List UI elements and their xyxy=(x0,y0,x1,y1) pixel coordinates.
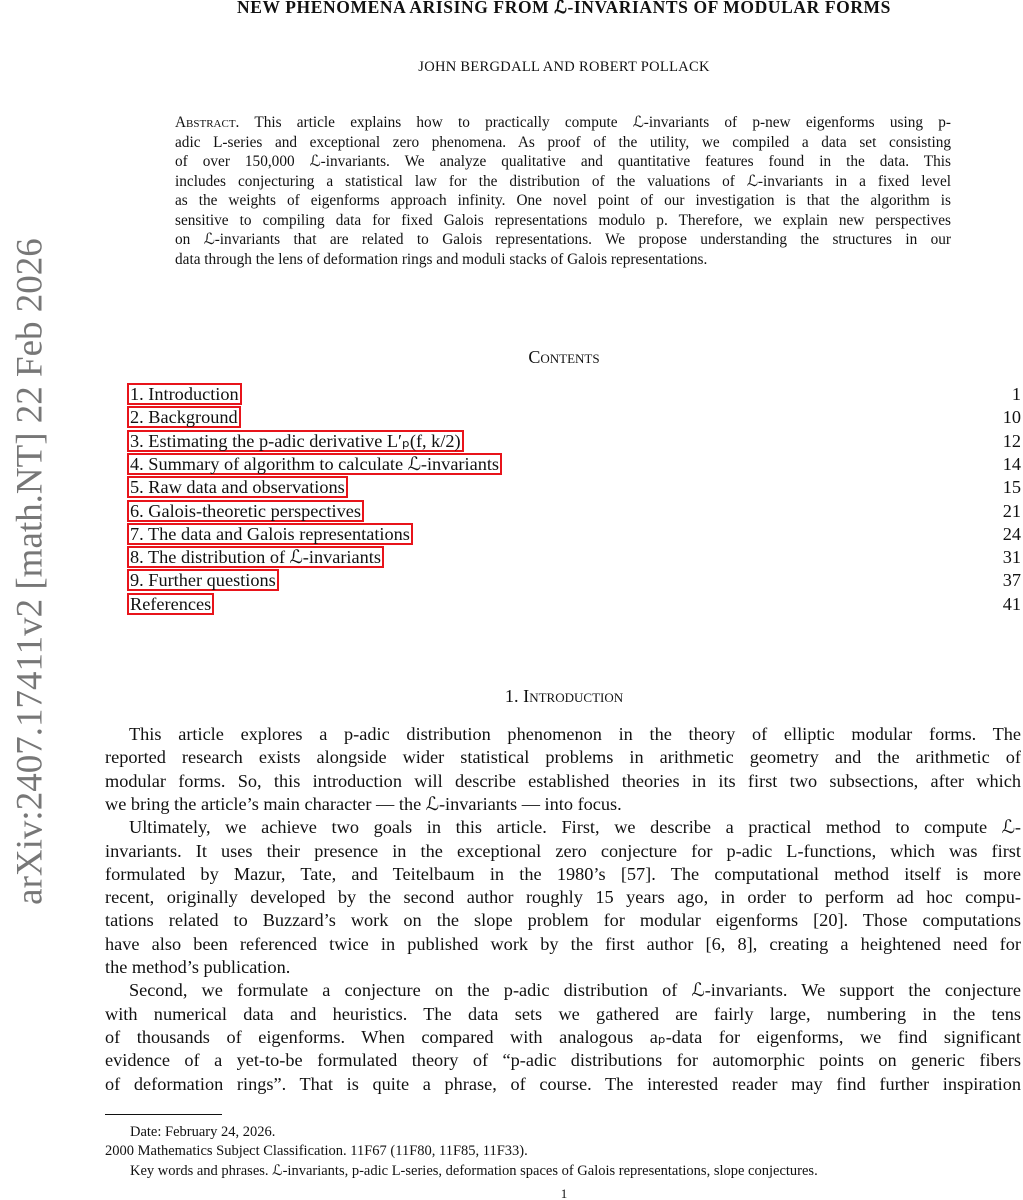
body-line: Second, we formulate a conjecture on the p-adic distribution of ℒ-invariants. We support the conjecture xyxy=(129,980,1021,1001)
body-line: the method’s publication. xyxy=(105,957,291,977)
toc-link[interactable]: 5. Raw data and observations xyxy=(127,476,348,498)
toc-link[interactable]: 6. Galois-theoretic perspectives xyxy=(127,500,364,522)
toc-link[interactable]: 2. Background xyxy=(127,406,241,428)
body-line: of thousands of eigenforms. When compared with analogous aₚ-data for eigenforms, we find significant xyxy=(105,1026,1021,1047)
footnote-line: 2000 Mathematics Subject Classification. 11F67 (11F80, 11F85, 11F33). xyxy=(105,1143,528,1160)
toc-entry xyxy=(127,593,1021,616)
abstract-line: data through the lens of deformation rings and moduli stacks of Galois representations. xyxy=(175,250,708,268)
toc-link[interactable]: 4. Summary of algorithm to calculate ℒ-invariants xyxy=(127,453,502,475)
abstract-line: of over 150,000 ℒ-invariants. We analyze qualitative and quantitative features found in the data. This xyxy=(175,153,951,170)
abstract-line: adic L-series and exceptional zero phenomena. As proof of the utility, we compiled a data set consisting xyxy=(175,133,951,151)
toc-page-number: 12 xyxy=(1002,430,1021,451)
body-line: evidence of a yet-to-be formulated theory of “p-adic distributions for automorphic points on generic fibers xyxy=(105,1050,1021,1071)
toc-link[interactable]: 9. Further questions xyxy=(127,569,279,591)
body-line: formulated by Mazur, Tate, and Teitelbaum in the 1980’s [57]. The computational method itself is more xyxy=(105,863,1021,884)
body-line: tations related to Buzzard’s work on the slope problem for modular eigenforms [20]. Those computations xyxy=(105,910,1021,931)
toc-entry xyxy=(127,523,1021,546)
body-line: This article explores a p-adic distribution phenomenon in the theory of elliptic modular forms. The xyxy=(129,724,1021,744)
toc-entry xyxy=(127,546,1021,569)
abstract-line: sensitive to compiling data for fixed Galois representations modulo p. Therefore, we explain new perspectives xyxy=(175,211,951,229)
abstract-line: includes conjecturing a statistical law for the distribution of the valuations of ℒ-invariants in a fixed level xyxy=(175,172,951,190)
toc-entry xyxy=(127,500,1021,523)
toc-entry xyxy=(127,406,1021,429)
abstract-line xyxy=(175,113,951,132)
page-number: 1 xyxy=(560,1186,568,1200)
toc-page-number: 10 xyxy=(1002,407,1021,428)
toc-entry xyxy=(127,430,1021,453)
abstract-line: as the weights of eigenforms approach infinity. One novel point of our investigation is that the algorithm is xyxy=(175,192,951,209)
toc-link[interactable]: 3. Estimating the p-adic derivative L′ₚ(f, k/2) xyxy=(127,430,464,452)
toc-link[interactable]: 1. Introduction xyxy=(127,383,242,405)
body-line: recent, originally developed by the second author roughly 15 years ago, in order to perform ad hoc compu- xyxy=(105,887,1021,908)
contents-heading: Contents xyxy=(528,347,600,367)
body-line: modular forms. So, this introduction will describe established theories in its first two subsections, after which xyxy=(105,770,1021,791)
footnote-line: Key words and phrases. ℒ-invariants, p-adic L-series, deformation spaces of Galois representations, slope conjectures. xyxy=(130,1162,818,1179)
toc-page-number: 41 xyxy=(1002,593,1021,614)
abstract-label: Abstract. xyxy=(175,114,240,131)
toc-entry xyxy=(127,476,1021,499)
body-line: have also been referenced twice in published work by the first author [6, 8], creating a heightened need for xyxy=(105,933,1021,954)
toc-page-number: 1 xyxy=(1011,384,1021,404)
toc-entry xyxy=(127,453,1021,476)
body-line: of deformation rings”. That is quite a phrase, of course. The interested reader may find further inspiration xyxy=(105,1073,1021,1094)
section-heading: 1. Introduction xyxy=(504,686,624,706)
toc-link[interactable]: 7. The data and Galois representations xyxy=(127,523,413,545)
arxiv-stamp: arXiv:2407.17411v2 [math.NT] 22 Feb 2026 xyxy=(9,238,51,905)
footnote-line: Date: February 24, 2026. xyxy=(130,1124,276,1140)
toc-link[interactable]: References xyxy=(127,593,214,615)
toc-page-number: 14 xyxy=(1002,453,1021,474)
toc-entry xyxy=(127,383,1021,406)
toc-page-number: 24 xyxy=(1002,523,1021,544)
body-line: we bring the article’s main character — the ℒ-invariants — into focus. xyxy=(105,793,622,814)
toc-page-number: 37 xyxy=(1002,570,1021,591)
abstract-line: on ℒ-invariants that are related to Galois representations. We propose understanding the structures in our xyxy=(175,231,951,248)
toc-link[interactable]: 8. The distribution of ℒ-invariants xyxy=(127,546,384,568)
authors: JOHN BERGDALL AND ROBERT POLLACK xyxy=(418,59,710,75)
body-line: invariants. It uses their presence in the exceptional zero conjecture for p-adic L-functions, which was first xyxy=(105,840,1021,861)
paper-title: NEW PHENOMENA ARISING FROM ℒ-INVARIANTS OF MODULAR FORMS xyxy=(236,0,892,17)
toc-page-number: 15 xyxy=(1002,477,1021,498)
body-line: Ultimately, we achieve two goals in this article. First, we describe a practical method to compute ℒ- xyxy=(129,817,1021,838)
toc-page-number: 31 xyxy=(1002,547,1021,568)
abstract-text: This article explains how to practically compute ℒ-invariants of p-new eigenforms using p- xyxy=(254,114,951,131)
body-line: reported research exists alongside wider statistical problems in arithmetic geometry and the arithmetic of xyxy=(105,747,1021,768)
body-line: with numerical data and heuristics. The data sets we gathered are fairly large, numbering in the tens xyxy=(105,1003,1021,1024)
footnote-rule xyxy=(105,1114,222,1115)
toc-page-number: 21 xyxy=(1002,500,1021,521)
toc-entry xyxy=(127,569,1021,592)
